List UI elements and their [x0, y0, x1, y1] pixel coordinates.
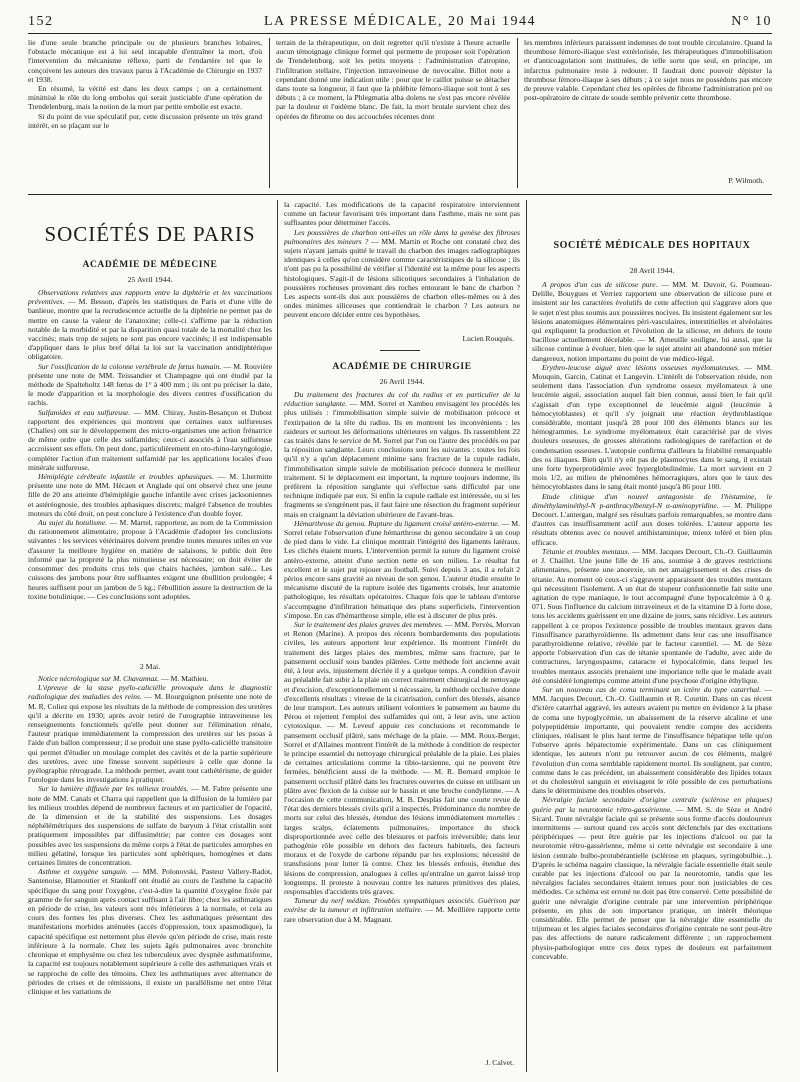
session-date: 2 Mai. — [139, 662, 161, 671]
item-heading: Sur la lumière diffusée par les milieux troublés. — [38, 784, 189, 794]
divider — [380, 350, 420, 351]
item-text: — M. Fabre présente une note de MM. Canals et Charra qui rappellent que la diffusion de la lumière par les milieux troubles dépend de nombreux facteurs et en particulier de l'opacité, de la dimension et de la stabilité des suspensions. Les dosages néphélémétriques des suspensions de sulfate de baryum à l'état cristallin sont pratiquement impossibles par diffusimétrie; par contre ces dosages sont possibles avec les suspensions du même corps à l'état de particules amorphes en milieu gélatiné, lorsque les particules sont sphériques, homogènes et dans certaines limites de concentration. — [28, 784, 272, 868]
section-rule — [28, 194, 772, 195]
signature: Lucien Rouquès. — [462, 334, 514, 343]
header-rule — [28, 33, 772, 34]
item-text: — MM. Jacques Decourt, Ch.-O. Guillaumin et J. Chaillet. Une jeune fille de 16 ans, soumise à de graves restrictions alimentaires, présente une anorexie, un net amaigrissement et des crises de tétanie. Au moment où ceux-ci s'aggravent apparaissent des troubles mentaux qui nécessitent l'isolement. A un état de stupeur confusionnelle fait suite une agitation de type maniaque, le tout accompagné d'une hypocalcémie à 0 g. 071. Sous l'influence du calcium intraveineux et de la vitamine D à forte dose, tous les accidents guérissent en une dizaine de jours, sans récidive. Les auteurs rappellent à ce propos l'existence possible de troubles mentaux graves dans l'insuffisance parathyroïdienne. Ils admettent dans leur cas une insuffisance parathyroïdienne relative, révélée par le facteur carentiel. — M. de Sèze apporte l'observation d'un cas de tétanie spontanée de l'adulte, avec aide de contractures, laryngospasme, cataracte et hypocalcémie, dans lequel les troubles mentaux associés prenaient une importance telle que le malade avait été considéré longtemps comme atteint d'une psychose d'origine éthylique. — [532, 546, 772, 685]
column-divider — [269, 38, 270, 188]
session-date: 26 Avril 1944. — [379, 377, 425, 386]
item-text: — MM. Mouquin, Garcin, Catinat et Langevin. L'intérêt de l'observation réside, non seulement dans l'association d'un syndrome osseux myélomateux à une leucémie aiguë, association auquel fait bien connue, aussi bien le fait qu'il s'agissait d'un type exceptionnel de leucémie aiguë (leucémie à hémocytoblastes) et qu'il s'y joignait une réaction érythroblastique considérable, montant jusqu'à 28 pour 100 des éléments blancs sur les hémogrammes. Le syndrome myélomateux était caractérisé par de vives douleurs osseuses, de grosses altérations radiologiques de raréfaction et de condensation osseuses. L'autopsie confirma d'ailleurs la friabilité remarquable des os iliaques. Bien qu'il n'y eût pas de plasmocytes dans le sang, il existait une forte hyperprotidémie avec hyperglobulinémie. La mort survient en 2 mois 1/2, au milieu de phénomènes hémorragiques, alors que le taux des hémocytoblastes dans le sang était monté jusqu'à 86 pour 100. — [532, 362, 772, 492]
item-text: — MM. M. Duvoir, G. Poumeau-Delille, Bouygues et Verriez rapportent une observation de silicose pure et insistent sur les caractères évolutifs de cette affection qui s'aggrave alors que le sujet n'est plus soumis aux poussières nocives. Ils insistent également sur les lésions anatomiques élémentaires péri-vasculaires, interstitielles et alvéolaires qui expliquent la production et l'évolution de la silicose, en dehors de toute bacillose actuellement décelable. — M. Ameuille souligne, lui aussi, que la silicose continue à évoluer, bien que le sujet atteint ait abandonné son métier dangereux, notion importante du point de vue médico-légal. — [532, 280, 772, 363]
item-heading: Erythro-leucose aiguë avec lésions osseuses myélomateuses. — [542, 362, 740, 372]
item-heading: Du traitement des fractures du col du radius et en particulier de la réduction sanglante. — [284, 390, 520, 409]
item-text: — M. Mathieu. — [159, 674, 209, 683]
item-text: — M. Rouvière présente une note de MM. Teissandier et Champagne qui ont étudié par la méthode de Spalteholtz 148 fœtus de 1° à 400 mm ; ils ont pu préciser la date, le mode d'apparition et la morphologie des divers centres d'ossification du rachis. — [28, 361, 272, 408]
column-divider — [526, 200, 527, 1072]
item-text: — MM. Sorrel et Xambeu envisagent les procédés les plus utilisés : l'immobilisation simple suivie de mobilisation précoce et l'extirpation de la tête du radius. Ils en montrent les inconvénients : les raideurs et surtout les déformations ultérieures en valgus. Ils rassemblent 22 cas traités dans le service de M. Sorrel par l'un ou l'autre des procédés ou par la réposition sanglante. Leurs conclusions sont les suivantes : toutes les fois qu'il n'y a qu'un déplacement minime sans fracture de la cupule radiale, l'immobilisation simple suivie de mobilisation précoce donnera le meilleur traitement. Si le déplacement est important, la rupture toujours indemne, ils préfèrent la réposition sanglante qui s'effectue sans difficulté par une technique indiquée par eux. Si enfin la cupule radiale est intéressée, ou si les fragments se s'engrènent pas, il faut faire une résection du fragment supérieur mais en craignant la déviation ultérieure de l'avant-bras. — [284, 399, 520, 519]
item-text: — MM. Martin et Roche ont constaté chez des sujets n'ayant jamais quitté le travail du charbon des images radiographiques identiques à celles qu'on considère comme caractéristiques de la silicose ; ils n'ont pas pu la possibilité de vérifier si l'identité est la même pour les aspects histologiques. S'agit-il de lésions silicotiques secondaires à l'inhalation de poussières rocheuses provenant des roches entourant le banc de charbon ? Les aspects sont-ils dus aux poussières de charbon elles-mêmes ou à des ondes minimes siliceuses que contiendrait le charbon ? Les auteurs ne peuvent encore décider entre ces hypothèses. — [284, 236, 520, 320]
top-column-3 — [524, 38, 772, 166]
item-heading: L'épreuve de la stase pyélo-caliciélle provoquée dans le diagnostic radiologique des maladies des reins. — [28, 683, 272, 702]
item-heading: Hémiplégie cérébrale infantile et troubles aphasiques. — [38, 472, 214, 482]
paragraph: terrain de la thérapeutique, on doit regretter qu'il n'existe à l'heure actuelle aucun témoignage clinique formel qui permette de proposer soit l'opération de Trendelenburg, soit les petits moyens : l'administration d'atropine, l'infiltration stellaire, l'injection intraveineuse de novocaïne. Billot note a cependant donné une indication utile : pour que le caillot puisse se détacher dans toute sa longueur, il faut que la phlébite fémoro-iliaque soit tout à ses débuts ; à ce moment, la Phlegmatia alba dolens ne s'est pas encore révélée par la douleur et l'œdème blanc. De fait, la mort brutale survient chez des opérées de fibrome ou des accouchées récentes dont — [276, 38, 510, 121]
item-text: — MM. Jacques Decourt, Ch.-O. Guillaumin et R. Courtin. Dans un cas récent d'ictère catarrhal aggravé, les auteurs avaient pu mettre en évidence à la phase de coma une hypoglycémie, un abaissement de la réserve alcaline et une polypeptidémie importante, qui pouvaient rendre compte des accidents cliniques, réalisant le plus haut terme de l'insuffisance hépatique telle qu'on l'observe après hépatectomie expérimentale. Dans un cas cliniquement identique, les auteurs n'ont pu retrouver aucun de ces éléments, malgré l'évolution d'un coma semblable rapidement mortel. Ils soulignent, par contre, comme dans le cas précédent, un abaissement considérable des lipides totaux et du cholestérol sanguin et envisagent le rôle possible de ces perturbations dans le déterminisme des troubles observés. — [532, 684, 772, 796]
paragraph: En résumé, la vérité est dans les deux camps ; on a certainement minimisé le rôle du long embolus qui serait justiciable d'une opération de Trendelenburg, mais la notion de la mort par petite embolie est exacte. — [28, 84, 262, 112]
issue-number: N° 10 — [731, 14, 772, 29]
section-title: SOCIÉTÉS DE PARIS — [44, 222, 256, 246]
item-text: — M. Sorrel relate l'observation d'une hémarthrose du genou secondaire à un coup de pied dans le vide. La clinique montrait l'intégrité des ligaments latéraux. Les clichés étaient muets. L'intervention permit la suture du ligament croisé antéro-externe, atteint d'une section nette en son milieu. Le résultat fut excellent et le sujet put rejouer au football. Suivi depuis 3 ans, il a refait 2 périos encore sans gravité au niveau de son genou. L'auteur étudie ensuite le mécanisme discuté de la rupture isolée des ligaments croisés, leur anatomie pathologique, les résultats opératoires. Chaque fois que le tableau d'entorse s'accompagne d'infiltration hématique des plans superficiels, l'intervention s'impose. En cas d'hémarthrose simple, elle est à discuter de plus près. — [284, 518, 520, 620]
column-divider — [277, 200, 278, 1072]
item-heading: Au sujet du botulisme. — [38, 518, 108, 528]
top-column-1 — [28, 38, 262, 190]
item-heading: Tumeur du nerf médian. Troubles sympathiques associés. Guérison par exérèse de la tumeur et infiltration stellaire. — [284, 896, 520, 915]
paragraph: Si du point de vue spéculatif pur, cette discussion présente un très grand intérêt, en se plaçant sur le — [28, 111, 262, 130]
item-heading: Etude clinique d'un nouvel antagoniste de l'histamine, le diméthylaminéthyl-N p-anthracylbenzyl-N α-aminopyridine. — [532, 491, 772, 510]
paragraph: lie d'une seule branche principale ou de plusieurs branches lobaires, l'obstacle mécanique est à lui seul incapable d'entraîner la mort, d'où l'intervention du mécanisme réflexe, parti de l'endartère tel que le conçoivent les auteurs des travaux parus à l'Académie de Chirurgie en 1937 et 1938. — [28, 38, 262, 84]
item-text: — M. Besson, d'après les statistiques de Paris et d'une ville de banlieue, montre que la recrudescence actuelle de la diphtérie ne permet pas de mettre en cause la valeur de l'anatoxine; celle-ci s'affirme par la réduction notable de la morbidité et par la disparition quasi totale de la mortalité chez les vaccinés; mais trop de sujets ne sont pas encore vaccinés; il est indispensable d'appliquer dans le plus bref délai la loi sur la vaccination antidiphtérique obligatoire. — [28, 297, 272, 362]
paragraph: les membres inférieurs paraissent indemnes de tout trouble circulatoire. Quand la thrombose fémoro-iliaque s'est extériorisée, les thérapeutiques d'immobilisation et d'anticoagulation sont instituées, de telle sorte que seul, en principe, un infarctus pulmonaire reste à redouter. Il faudrait donc pouvoir dépister la thrombose fémoro-iliaque à ses débuts ; à ce sujet nous ne possédons pas encore de preuve valable. Cependant chez les opérées de fibrome l'administration pré ou post-opératoire de citrate de soude semble prévenir cette thrombose. — [524, 38, 772, 103]
item-text: — MM. Polonovski, Pasteur Vallery-Radot, Santenoise, Blamoutier et Stankoff ont étudié au cours de l'asthme la capacité spécifique du sang pour l'oxygène, c'est-à-dire la quantité d'oxygène fixée par gramme de fer sanguin après contact suffisant à l'air libre; chez les asthmatiques en période de crise, les valeurs sont très inférieures à la normale, et cela au cours des formes les plus diverses. Chez les asthmatiques présentant des manifestations morbides atténuées (accès d'oppression, toux spasmodique), la capacité spécifique est nettement plus élevée qu'en période de crise, mais reste inférieure à la normale. Chez les sujets âgés pulmonaires avec bronchite chronique et emphysème ou chez les tuberculeux avec dyspnée asthmatiforme, la capacité est toujours notablement supérieure à celle des asthmatiques vrais et se rapproche de celle des témoins. Chez les asthmatiques avec alternance de périodes de crises et de rémissions, il existe un parallélisme net entre l'état clinique et les variations de — [28, 867, 272, 996]
item-heading: Asthme et oxygène sanguin. — [38, 867, 128, 877]
item-heading: Hémarthrose du genou. Rupture du ligament croisé antéro-externe. — [294, 518, 500, 528]
page-number: 152 — [28, 14, 54, 29]
item-text: — M. Lhermitte présente une note de MM. Hécaen et Anglade qui ont observé chez une jeune fille de 20 ans atteinte d'hémiplégie gauche infantile avec crises jacksoniennes et astéréognosie, des troubles aphasiques discrets; malgré l'absence de troubles moteurs du côté droit, on peut conclure à l'existence d'un double foyer. — [28, 472, 272, 518]
item-text: — M. Meillière rapporte cette rare observation due à M. Magnant. — [284, 905, 520, 924]
top-column-2 — [276, 38, 510, 190]
journal-title: LA PRESSE MÉDICALE, 20 Mai 1944 — [263, 14, 537, 29]
item-text: — MM. Pervès, Morvan et Renon (Marine). A propos des récents bombardements des populations civiles, les auteurs apportent leur expérience. Ils montrent l'intérêt du traitement des larges plaies des membres, même sans fracture, par le pansement occlusif sous bandes plâtrées. Cette méthode fort ancienne avait été, à leur avis, injustement décriée il y a quelque temps. A condition d'avoir au préalable fait subir à la plaie un correct traitement chirurgical de nettoyage et d'excision, d'exceptionnellement si nécessaire, la méthode occlusive donne d'excellents résultats : vitesse de la cicatrisation, confort des blessés, aisance de leur transport. Les auteurs utilisent volontiers le pansement au baume du Pérou et rejettent l'emploi des sulfamides qui ont, à leur avis, une action cytotoxique. — M. Leveuf appuie ces conclusions et recommande le pansement occlusif plâtré, sans méchage de la plaie. — MM. Roux-Berger, Sorrel et d'Allaines montrent l'intérêt de la méthode à condition de respecter le principe essentiel du nettoyage chirurgical préalable de la plaie. Les plaies de certaines articulations comme la tibio-tarsienne, qui ne peuvent être fermées, bénéficient aussi de la méthode. — M. R. Bernard emploie le pansement occlusif plâtré dans les fractures ouvertes de cuisse en utilisant un plâtre avec flexion de la cuisse sur le bassin et une broche condylienne. — A l'occasion de cette communication, M. B. Desplas fait une courte revue de l'état des derniers blessés civils qu'il a inspectés. Prédominance du nombre de morts sur celui des blessés, étendue des lésions immédiatement mortelles : larges scalps, éclatements pulmonaires, importance du shock disproportionnée avec celle des blessures et parfois irréversible; dans leur pathogénie rôle possible en dehors des facteurs habituels, des facteurs moraux et de l'oxyde de carbone répandu par les explosions; nécessité de transfusions pour lutter là contre. Chez les blessés enfouis, étendue des lésions de compression, analogues à celles qu'entraîne un garrot laissé trop longtemps. Il proteste à nouveau contre les natures primitives des plaies, responsables d'accidents très graves. — [284, 620, 520, 896]
item-text: la capacité. Les modifications de la capacité respiratoire interviennent comme un facteur favorisant très important dans l'asthme, mais ne sont pas suffisantes pour déterminer l'accès. — [284, 200, 520, 228]
subsection-title: ACADÉMIE DE MÉDECINE — [82, 260, 218, 270]
column-divider — [517, 38, 518, 188]
column-1-text-2 — [28, 674, 272, 1070]
item-heading: Sulfamides et eau sulfureuse. — [38, 407, 131, 417]
column-2-text-2 — [284, 390, 520, 1054]
item-heading: Notice nécrologique sur M. Chavannaz. — [38, 674, 160, 683]
session-date: 28 Avril 1944. — [629, 266, 675, 275]
column-2-text — [284, 200, 520, 330]
item-text: — M. Martel, rapporteur, au nom de la Commission du rationnement alimentaire, propose à l'Académie d'adopter les conclusions suivantes : les services vétérinaires doivent prendre toutes mesures utiles en vue d'assurer la meilleure hygiène en matière de salaisons, le public doit être informé que la propreté la plus minutieuse est nécessaire; on doit éviter de consommer des produits crus tels que chairs hachées, jambon salé... Les cuissons des jambons pour être suffisantes exigent une ébullition prolongée; 4 heures suffisent pour un jambon de 5 kg.; l'ébullition assure la destruction de la toxine botulinique. — Ces conclusions sont adoptées. — [28, 518, 272, 601]
column-3-text — [532, 280, 772, 1072]
item-heading: Tétanie et troubles mentaux. — [542, 546, 630, 556]
subsection-title: ACADÉMIE DE CHIRURGIE — [332, 362, 472, 372]
signature: P. Wilmoth. — [728, 176, 764, 185]
item-heading: A propos d'un cas de silicose pure. — [542, 280, 658, 289]
item-heading: Sur le traitement des plaies graves des membres. — [294, 620, 443, 630]
item-text: — MM. S. de Sèze et André Sicard. Toute névralgie faciale qui se présente sous forme d'accès douloureux intermittents — surtout quand ces accès sont déclenchés par des excitations périphériques — peut être guérie par les injections d'alcool ou par la neurotomie rétro-gassérienne, même si cette névralgie est secondaire à une lésion centrale bulbo-protubérantielle (sclérose en plaques, syringobulbie...). D'après le schéma nagaire classique, la névralgie faciale essentielle était seule curable par les injections d'alcool ou par la neurotomie, tandis que les névralgies faciales secondaires étaient tenues pour non justiciables de ces méthodes. Ce schéma est erroné ne doit pas être conservé. Cette possibilité de guérir une névralgie d'origine centrale par une intervention périphérique présente, en plus de son importance pratique, un intérêt théorique considérable. Elle permet de penser que la névralgie dite essentielle du trijumeau et les algies faciales secondaires d'origine centrale ne sont peut-être pas des affections de nature radicalement différente ; un rapprochement physio-pathologique entre ces deux types de douleurs est parfaitement concevable. — [532, 804, 772, 961]
item-heading: Névralgie faciale secondaire d'origine centrale (sclérose en plaques) guérie par la neurotomie rétro-gassérienne. — [532, 795, 772, 814]
column-1-text — [28, 288, 272, 660]
signature: J. Calvet. — [485, 1058, 514, 1067]
session-date: 25 Avril 1944. — [127, 275, 173, 284]
item-text: — M. Philippe Decourt. L'antergan, malgré ses résultats parfois remarquables, se montre dans d'autres cas insuffisamment actif aux doses tolérées. L'auteur apporte les résultats obtenus avec ce nouvel antihistaminique, mieux toléré et bien plus efficace. — [532, 500, 772, 547]
item-heading: Sur l'ossification de la colonne vertébrale de fœtus humain. — [38, 361, 222, 371]
item-text: — MM. Chiray, Justin-Besançon et Dubost rapportent des expériences qui montrent que certaines eaux sulfureuses (Challes) ont sur le développement des micro-organismes une action frénatrice de même ordre que celle des sulfamides; ceux-ci associés à l'eau sulfureuse accroissent ses effets. On peut donc, particulièrement en oto-rhino-laryngologie, compléter l'action d'un traitement sulfamidé par les applications locales d'eau minérale sulfureuse. — [28, 407, 272, 472]
item-heading: Les poussières de charbon ont-elles un rôle dans la genèse des fibroses pulmonaires des mineurs ? — [284, 227, 520, 246]
subsection-title: SOCIÉTÉ MÉDICALE DES HOPITAUX — [553, 240, 751, 251]
item-heading: Observations relatives aux rapports entre la diphtérie et les vaccinations préventives. — [28, 288, 272, 307]
item-text: — M. Bourguignon présente une note de M. R. Coliez qui expose les résultats de la méthode de compression des uretères qu'il a décrite en 1930; après avoir retiré de l'urographie intraveineuse les renseignements fonctionnels qu'elle peut donner sur l'élimination rénale, l'auteur pratique immédiatement la compression des uretères sur les psoas à l'aide d'un ballon compresseur; il se produit une stase pyélo-caliciélle transitoire qui permet d'étudier un moulage complet des cavités et de la partie supérieure des uretères, avec une finesse souvent supérieure à celle que donne la pyélographie rétrograde. La méthode permet, avant tout cathétérisme, de guider l'urologue dans les investigations à pratiquer. — [28, 692, 272, 785]
item-heading: Sur un nouveau cas de coma terminant un ictère du type catarrhal. — [542, 684, 762, 694]
